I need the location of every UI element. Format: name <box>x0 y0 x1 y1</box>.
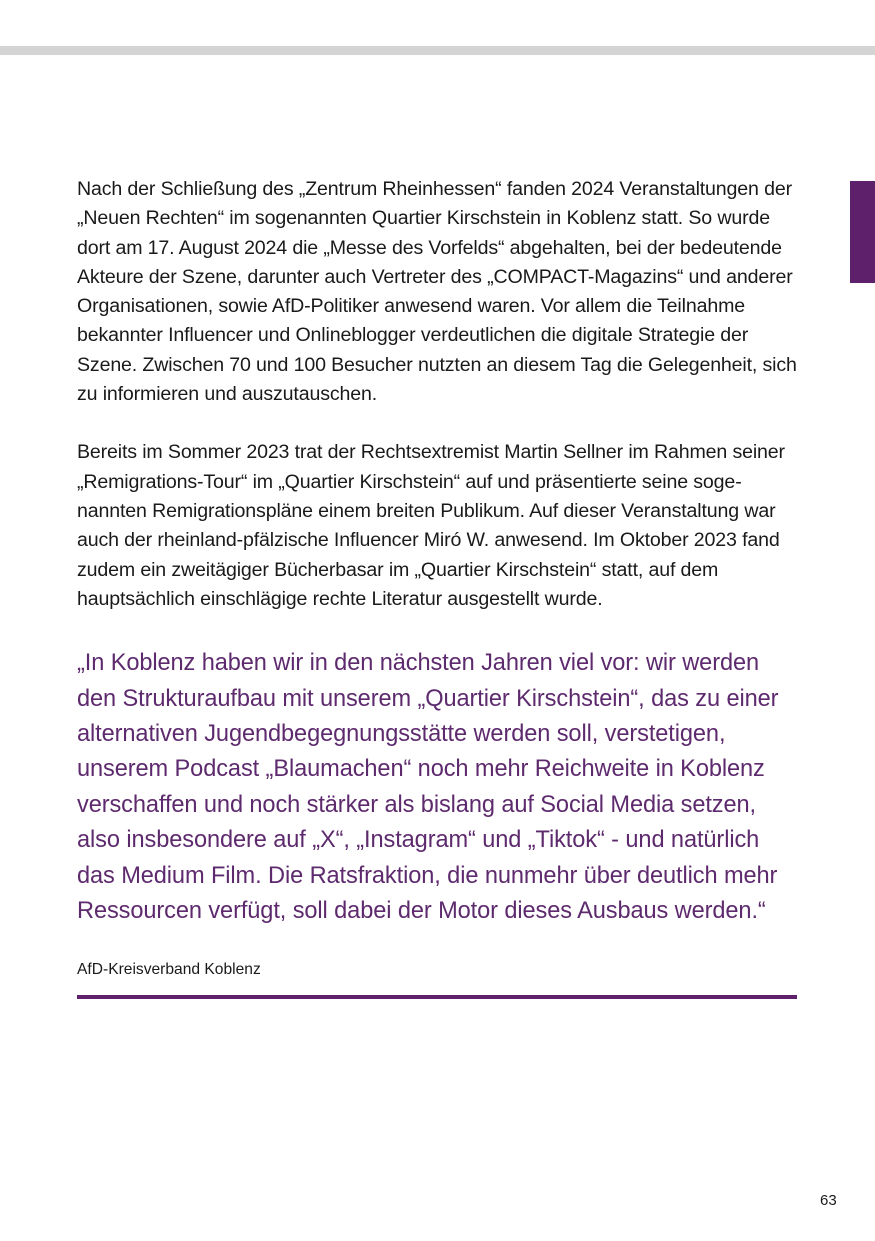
page-content <box>77 175 799 999</box>
quote-divider <box>77 995 797 999</box>
body-paragraph-2: Bereits im Sommer 2023 trat der Rechtsextremist Martin Sellner im Rahmen seiner „Remigrations-Tour“ im „Quartier Kirschstein“ auf und präsentierte seine sogenannten Remigrationspläne einem breiten Publikum. Auf dieser Veranstaltung war auch der rheinland-pfälzische Influencer Miró W. anwesend. Im Oktober 2023 fand zudem ein zweitägiger Bücherbasar im „Quartier Kirschstein“ statt, auf dem hauptsächlich einschlägige rechte Literatur ausgestellt wurde. <box>77 441 785 610</box>
body-paragraph-1: Nach der Schließung des „Zentrum Rheinhessen“ fanden 2024 Veranstaltungen der „Neuen Rechten“ im sogenannten Quartier Kirschstein in Koblenz statt. So wurde dort am 17. August 2024 die „Messe des Vorfelds“ abgehalten, bei der bedeutende Akteure der Szene, darunter auch Vertreter des „COMPACT-Magazins“ und anderer Organisationen, sowie AfD-Politiker anwesend waren. Vor allem die Teilnahme bekannter Influencer und Onlineblogger verdeutlichen die digitale Strategie der Szene. Zwischen 70 und 100 Besucher nutzten an diesem Tag die Gelegenheit, sich zu informieren und auszutauschen. <box>77 178 797 406</box>
page-number: 63 <box>820 1192 837 1209</box>
chapter-tab-marker <box>850 181 875 283</box>
pull-quote: „In Koblenz haben wir in den nächsten Jahren viel vor: wir werden den Strukturaufbau mit unserem „Quartier Kirschstein“, das zu einer alternativen Jugendbegegnungsstätte werden soll, verstetigen, unserem Podcast „Blaumachen“ noch mehr Reichweite in Koblenz verschaffen und noch stärker als bislang auf Social Media setzen, also insbesondere auf „X“, „Instagram“ und „Tiktok“ - und natürlich das Medium Film. Die Ratsfraktion, die nunmehr über deutlich mehr Ressourcen verfügt, soll dabei der Motor dieses Ausbaus werden.“ <box>77 650 779 924</box>
top-divider <box>0 46 875 55</box>
quote-source: AfD-Kreisverband Koblenz <box>77 961 261 979</box>
